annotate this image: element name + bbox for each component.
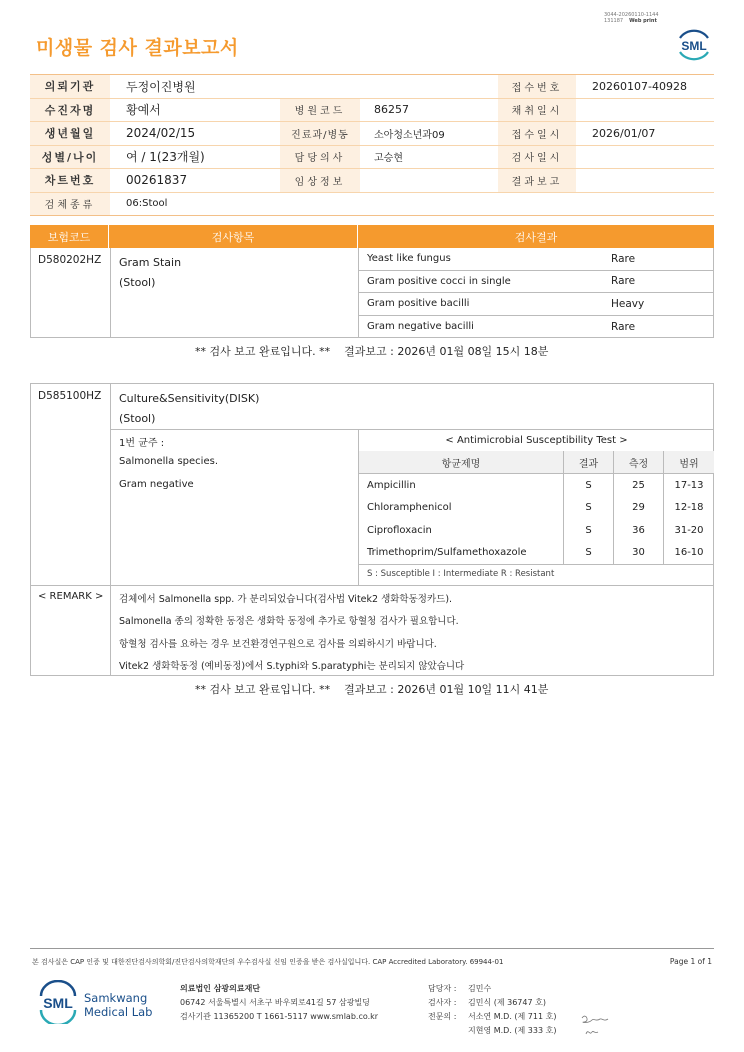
department: 소아청소년과09 [374, 129, 445, 141]
sex-age: 여 / 1(23개월) [126, 150, 205, 165]
ast-drug: Ampicillin [367, 479, 416, 491]
ast-row [359, 497, 714, 520]
staff-name: 김민수 [468, 984, 492, 993]
patient-row-1 [30, 75, 714, 99]
chart-no: 00261837 [126, 173, 188, 188]
ast-legend: S : Susceptible I : Intermediate R : Resistant [367, 569, 555, 579]
label-requesting-org: 의뢰기관 [30, 75, 110, 98]
collection-time [576, 99, 714, 122]
gram-stain-specimen: (Stool) [119, 276, 156, 289]
label-result-report: 결과보고 [498, 169, 576, 192]
header-insurance-code: 보험코드 [30, 225, 109, 248]
ast-col-result: 결과 [563, 451, 613, 473]
staff-role: 전문의 : [428, 1012, 457, 1021]
label-test-date: 검사일시 [498, 146, 576, 169]
result-report [576, 169, 714, 192]
gram-stain-name: Gram Stain [119, 256, 182, 269]
culture-name: Culture&Sensitivity(DISK) [119, 392, 260, 405]
brand-name-line1: Samkwang [84, 991, 148, 1005]
culture-section [30, 383, 714, 676]
result-name: Gram positive bacilli [367, 298, 470, 310]
staff-role: 담당자 : [428, 984, 457, 993]
ast-range: 17-13 [663, 474, 714, 497]
gram-stain-section [30, 248, 714, 338]
ast-range: 31-20 [663, 519, 714, 542]
staff-list [428, 982, 556, 1038]
ast-result: S [563, 542, 613, 565]
organism-name: Salmonella species. [119, 456, 218, 467]
label-collection-time: 채취일시 [498, 99, 576, 122]
results-table-header [30, 225, 714, 248]
ast-measure: 29 [613, 497, 663, 520]
result-value: Rare [611, 252, 636, 265]
patient-info-table [30, 74, 714, 216]
label-department: 진료과/병동 [280, 122, 360, 145]
clinical-info [360, 169, 498, 192]
page-number: Page 1 of 1 [669, 957, 712, 966]
ast-row [359, 519, 714, 542]
label-doctor: 담당의사 [280, 146, 360, 169]
label-sex-age: 성별/나이 [30, 146, 110, 169]
ast-drug: Trimethoprim/Sulfamethoxazole [367, 547, 527, 559]
label-chart-no: 차트번호 [30, 169, 110, 192]
result-row [359, 271, 714, 294]
ast-range: 12-18 [663, 497, 714, 520]
ast-col-range: 범위 [663, 451, 714, 473]
patient-name: 황예서 [126, 103, 161, 118]
result-name: Gram positive cocci in single [367, 275, 511, 287]
result-row [359, 248, 714, 271]
label-birth-date: 생년월일 [30, 122, 110, 145]
patient-row-3 [30, 122, 714, 146]
staff-name: 지현영 M.D. (제 333 호) [468, 1026, 557, 1035]
hospital-code: 86257 [374, 103, 409, 117]
culture-completion [195, 681, 548, 697]
label-received-date: 접수일시 [498, 122, 576, 145]
org-info [180, 982, 378, 1024]
sml-logo-icon [674, 24, 714, 64]
patient-row-4 [30, 146, 714, 170]
ast-measure: 25 [613, 474, 663, 497]
completion-text: ** 검사 보고 완료입니다. ** [195, 345, 331, 358]
report-time: 결과보고 : 2026년 01월 08일 15시 18분 [344, 345, 549, 358]
patient-row-5 [30, 169, 714, 193]
svg-text:SML: SML [681, 39, 707, 53]
completion-text: ** 검사 보고 완료입니다. ** [195, 683, 331, 696]
ast-drug: Ciprofloxacin [367, 524, 432, 536]
patient-row-6 [30, 193, 714, 217]
birth-date: 2024/02/15 [126, 126, 196, 141]
accession-no: 20260107-40928 [592, 79, 687, 93]
web-print-label: Web print [629, 18, 657, 24]
org-address: 06742 서울특별시 서초구 바우뫼로41길 57 삼광빌딩 [180, 998, 370, 1007]
org-contact: 검사기관 11365200 T 1661-5117 www.smlab.co.kr [180, 1012, 379, 1021]
remark-label: < REMARK > [38, 591, 104, 602]
ast-row [359, 474, 714, 497]
gram-stain-completion [195, 343, 548, 359]
header-test-result: 검사결과 [514, 230, 558, 244]
report-time: 결과보고 : 2026년 01월 10일 11시 41분 [344, 683, 549, 696]
ast-header [359, 451, 714, 474]
result-name: Yeast like fungus [367, 253, 451, 265]
result-row [359, 316, 714, 339]
label-hospital-code: 병원코드 [280, 99, 360, 122]
ast-result: S [563, 519, 613, 542]
doctor: 고승현 [374, 153, 403, 165]
remark-line: 검체에서 Salmonella spp. 가 분리되었습니다(검사법 Vitek2 생화학동정카드). [119, 594, 453, 605]
ast-result: S [563, 497, 613, 520]
ast-result: S [563, 474, 613, 497]
label-accession-no: 접수번호 [498, 75, 576, 98]
ast-measure: 30 [613, 542, 663, 565]
gram-stain-item [119, 253, 181, 293]
staff-name: 서소연 M.D. (제 711 호) [468, 1012, 557, 1021]
result-row [359, 293, 714, 316]
ast-col-measure: 측정 [613, 451, 663, 473]
report-title: 미생물 검사 결과보고서 [36, 37, 239, 59]
remark-line: 항혈청 검사를 요하는 경우 보건환경연구원으로 검사를 의뢰하시기 바랍니다. [119, 639, 437, 650]
result-value: Rare [611, 320, 636, 333]
print-code-line1: 3044-20260110-1144 [604, 12, 659, 18]
patient-row-2 [30, 99, 714, 123]
ast-drug: Chloramphenicol [367, 502, 452, 514]
ast-range: 16-10 [663, 542, 714, 565]
result-value: Rare [611, 275, 636, 288]
footer-accreditation-note: 본 검사실은 CAP 인증 및 대한진단검사의학회/진단검사의학재단의 우수검사실 신임 인증을 받은 검사실입니다. CAP Accredited Laboratory. 69944-01 [32, 958, 504, 966]
organism-label: 1번 균주 : [119, 438, 165, 449]
sml-footer-logo-icon [36, 980, 80, 1024]
received-date: 2026/01/07 [592, 126, 656, 140]
requesting-org: 두정이진병원 [126, 79, 196, 94]
ast-measure: 36 [613, 519, 663, 542]
culture-item [119, 389, 259, 429]
print-code-line2: 131187 [604, 18, 624, 24]
footer-divider [30, 948, 714, 949]
label-clinical-info: 임상정보 [280, 169, 360, 192]
header-test-item: 검사항목 [109, 225, 358, 248]
org-name: 의료법인 삼광의료재단 [180, 984, 261, 993]
gram-stain-code: D580202HZ [38, 254, 102, 266]
specimen-type: 06:Stool [126, 198, 168, 210]
ast-row [359, 542, 714, 565]
brand-name-line2: Medical Lab [84, 1005, 153, 1019]
result-value: Heavy [611, 297, 645, 310]
label-specimen-type: 검체종류 [30, 193, 110, 216]
remark-line: Salmonella 종의 정확한 동정은 생화학 동정에 추가로 항혈청 검사가 필요합니다. [119, 616, 459, 627]
culture-code: D585100HZ [38, 390, 102, 402]
print-code [604, 12, 659, 24]
ast-title: < Antimicrobial Susceptibility Test > [445, 435, 628, 446]
culture-specimen: (Stool) [119, 412, 156, 425]
label-patient-name: 수진자명 [30, 99, 110, 122]
svg-text:SML: SML [43, 995, 73, 1011]
result-name: Gram negative bacilli [367, 321, 474, 333]
remark-line: Vitek2 생화학동정 (예비동정)에서 S.typhi와 S.paratyphi는 분리되지 않았습니다 [119, 661, 465, 672]
organism-gram: Gram negative [119, 479, 194, 490]
test-date [576, 146, 714, 169]
signature-icon [578, 1010, 614, 1038]
staff-role: 검사자 : [428, 998, 457, 1007]
staff-name: 김민식 (제 36747 호) [468, 998, 546, 1007]
ast-col-drug: 항균제명 [441, 458, 481, 470]
